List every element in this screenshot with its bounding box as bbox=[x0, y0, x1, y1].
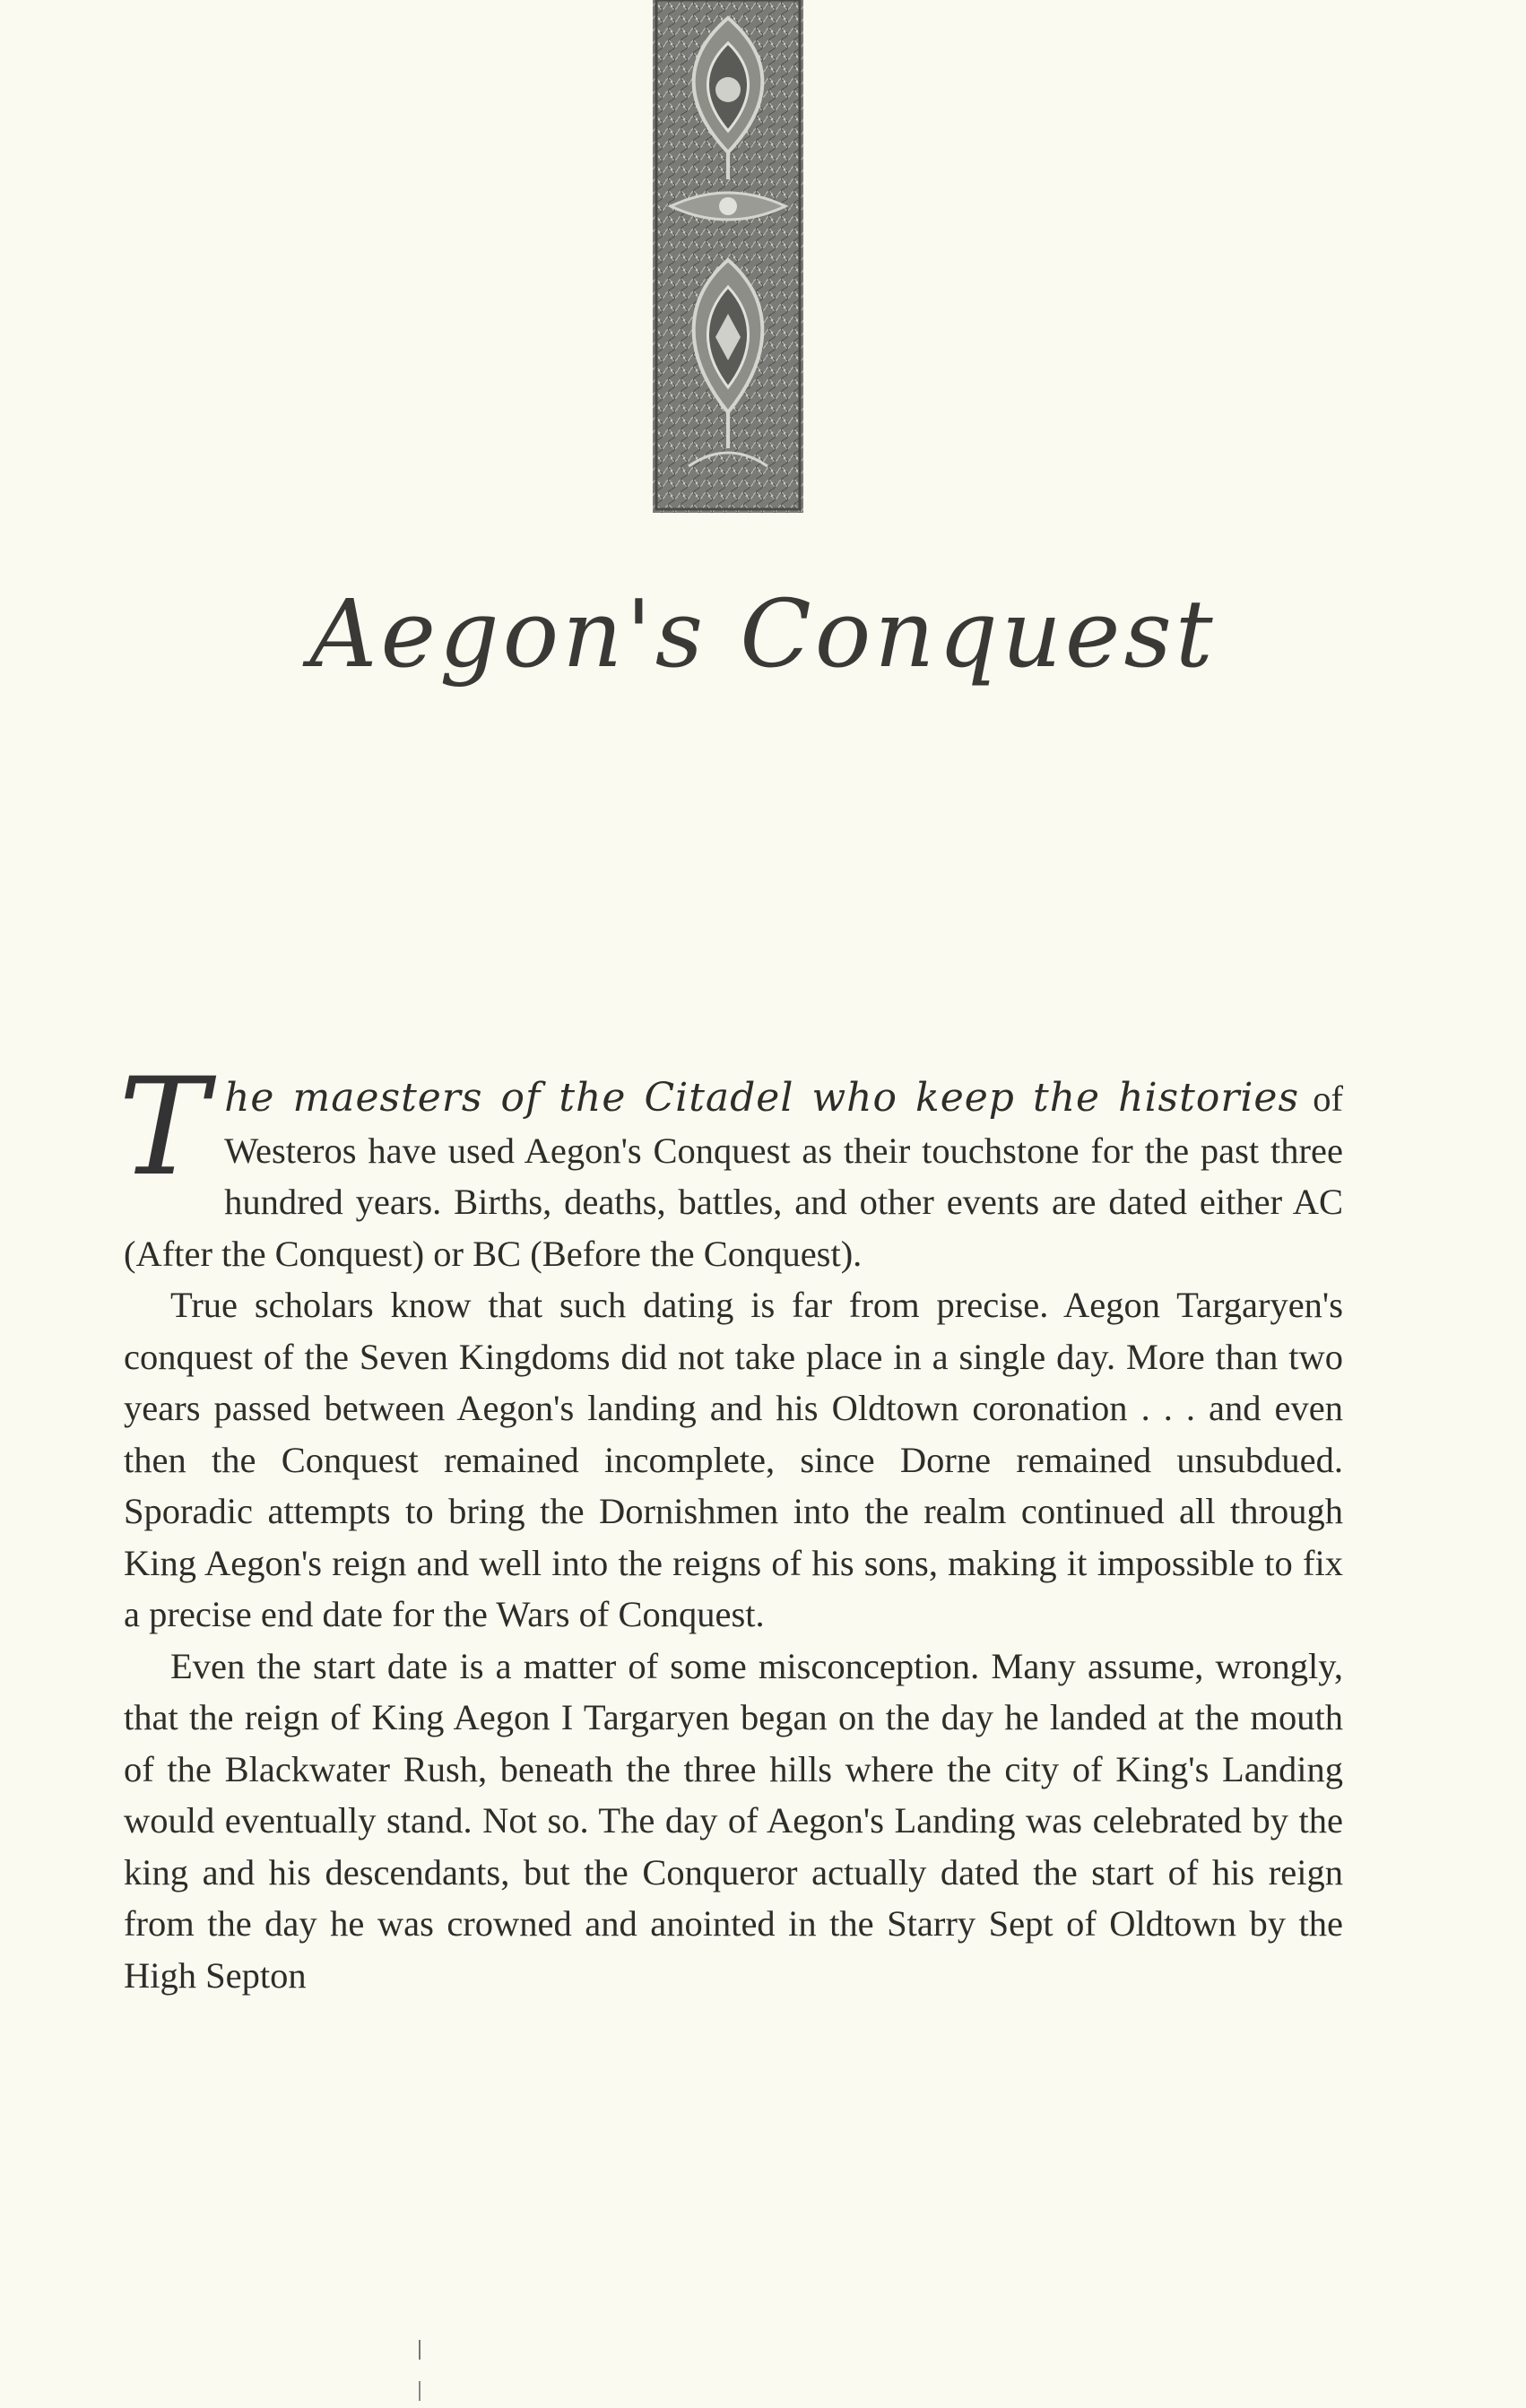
ornamental-banner bbox=[653, 0, 803, 513]
body-text bbox=[118, 1050, 1343, 2001]
lead-in-text: he maesters of the Citadel who keep the histories bbox=[224, 1075, 1300, 1121]
paragraph: Even the start date is a matter of some misconception. Many assume, wrongly, that the reign of King Aegon I Targaryen began on the day he landed at the mouth of the Blackwater Rush, beneath the three hills where the city of King's Landing would eventually stand. Not so. The day of Aegon's Landing was celebrated by the king and his descendants, but the Conqueror actually dated the start of his reign from the day he was crowned and anointed in the Starry Sept of Oldtown by the High Septon bbox=[124, 1645, 1343, 1996]
drop-cap: T bbox=[118, 1050, 209, 1206]
paragraph: True scholars know that such dating is far from precise. Aegon Targaryen's conquest of the Seven Kingdoms did not take place in a single day. More than two years passed between Aegon's landing and his Oldtown coronation . . . and even then the Conquest remained incomplete, since Dorne remained unsubdued. Sporadic attempts to bring the Dornishmen into the realm continued all through King Aegon's reign and well into the reigns of his sons, making it impossible to fix a precise end date for the Wars of Conquest. bbox=[124, 1285, 1343, 1634]
chapter-title: Aegon's Conquest bbox=[309, 579, 1217, 689]
opening-rest: of Westeros have used Aegon's Conquest as their touchstone for the past three hundred years. Births, deaths, battles, and other events are dated either AC (After the Conquest) or BC (Before the Conquest). bbox=[124, 1078, 1343, 1274]
opening-paragraph bbox=[118, 1050, 1343, 1279]
scan-mark bbox=[418, 2340, 421, 2403]
